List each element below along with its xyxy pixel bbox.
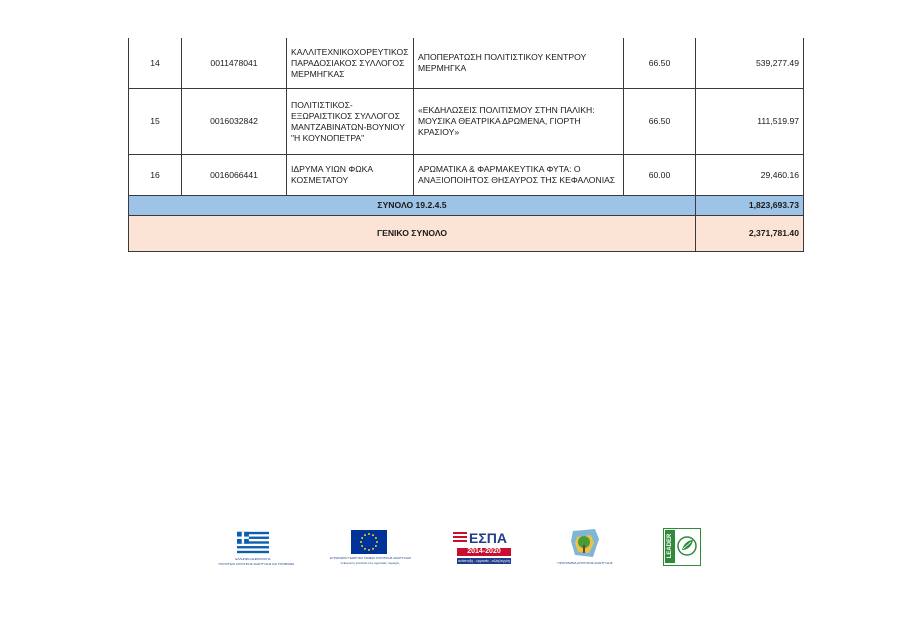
code-cell: 0016032842 — [182, 89, 287, 155]
code-cell: 0011478041 — [182, 38, 287, 89]
eu-flag-icon — [351, 530, 387, 554]
table-row — [129, 38, 804, 89]
subtotal-label: ΣΥΝΟΛΟ 19.2.4.5 — [129, 196, 696, 216]
espa-title: ΕΣΠΑ — [469, 530, 507, 546]
grand-total-label: ΓΕΝΙΚΟ ΣΥΝΟΛΟ — [129, 216, 696, 252]
espa-logo — [453, 530, 513, 568]
amount-cell: 29,460.16 — [696, 155, 804, 196]
beneficiary-cell: ΠΟΛΙΤΙΣΤΙΚΟΣ-ΕΞΩΡΑΙΣΤΙΚΟΣ ΣΥΛΛΟΓΟΣ ΜΑΝΤΖΑΒΙΝΑΤΩΝ-ΒΟΥΝΙΟΥ "Η ΚΟΥΝΟΠΕΤΡΑ" — [287, 89, 414, 155]
score-cell: 60.00 — [624, 155, 696, 196]
eafrd-caption-2: Η Ευρώπη επενδύει στις αγροτικές περιοχές — [340, 561, 400, 565]
rural-development-program-icon — [569, 527, 601, 560]
leader-text: LEADER — [667, 533, 673, 559]
table-row — [129, 155, 804, 196]
project-title-cell: ΑΠΟΠΕΡΑΤΩΣΗ ΠΟΛΙΤΙΣΤΙΚΟΥ ΚΕΝΤΡΟΥ ΜΕΡΜΗΓΚΑ — [414, 38, 624, 89]
row-number-cell: 14 — [129, 38, 182, 89]
eu-eafrd-logo — [330, 530, 410, 570]
beneficiaries-table — [128, 38, 804, 252]
rural-program-caption: ΠΡΟΓΡΑΜΜΑ ΑΓΡΟΤΙΚΗΣ ΑΝΑΠΤΥΞΗΣ — [557, 561, 613, 565]
greek-flag-icon — [237, 530, 269, 555]
ministry-caption-1: ΕΛΛΗΝΙΚΗ ΔΗΜΟΚΡΑΤΙΑ — [235, 557, 271, 561]
amount-cell: 111,519.97 — [696, 89, 804, 155]
espa-tagline: ανάπτυξη - εργασία - αλληλεγγύη — [458, 559, 510, 563]
grand-total-row — [129, 216, 804, 252]
score-cell: 66.50 — [624, 38, 696, 89]
leader-logo-icon — [677, 535, 697, 557]
rural-development-program-logo — [557, 527, 613, 569]
greek-ministry-logo — [218, 530, 295, 570]
score-cell: 66.50 — [624, 89, 696, 155]
project-title-cell: ΑΡΩΜΑΤΙΚΑ & ΦΑΡΜΑΚΕΥΤΙΚΑ ΦΥΤΑ: Ο ΑΝΑΞΙΟΠΟΙΗΤΟΣ ΘΗΣΑΥΡΟΣ ΤΗΣ ΚΕΦΑΛΟΝΙΑΣ — [414, 155, 624, 196]
project-title-cell: «ΕΚΔΗΛΩΣΕΙΣ ΠΟΛΙΤΙΣΜΟΥ ΣΤΗΝ ΠΑΛΙΚΗ: ΜΟΥΣΙΚΑ ΘΕΑΤΡΙΚΑ ΔΡΩΜΕΝΑ, ΓΙΟΡΤΗ ΚΡΑΣΙΟΥ» — [414, 89, 624, 155]
grand-total-amount: 2,371,781.40 — [696, 216, 804, 252]
row-number-cell: 15 — [129, 89, 182, 155]
espa-logo-icon — [453, 532, 467, 544]
espa-years: 2014-2020 — [457, 548, 511, 556]
table-row — [129, 89, 804, 155]
ministry-caption-2: ΥΠΟΥΡΓΕΙΟ ΑΓΡΟΤΙΚΗΣ ΑΝΑΠΤΥΞΗΣ ΚΑΙ ΤΡΟΦΙΜΩΝ — [218, 562, 295, 566]
code-cell: 0016066441 — [182, 155, 287, 196]
row-number-cell: 16 — [129, 155, 182, 196]
beneficiary-cell: ΚΑΛΛΙΤΕΧΝΙΚΟΧΟΡΕΥΤΙΚΟΣ ΠΑΡΑΔΟΣΙΑΚΟΣ ΣΥΛΛΟΓΟΣ ΜΕΡΜΗΓΚΑΣ — [287, 38, 414, 89]
leader-logo — [663, 528, 701, 566]
eafrd-caption-1: ΕΥΡΩΠΑΪΚΟ ΓΕΩΡΓΙΚΟ ΤΑΜΕΙΟ ΑΓΡΟΤΙΚΗΣ ΑΝΑΠΤΥΞΗΣ — [330, 556, 412, 560]
beneficiary-cell: ΙΔΡΥΜΑ ΥΙΩΝ ΦΩΚΑ ΚΟΣΜΕΤΑΤΟΥ — [287, 155, 414, 196]
subtotal-row — [129, 196, 804, 216]
amount-cell: 539,277.49 — [696, 38, 804, 89]
subtotal-amount: 1,823,693.73 — [696, 196, 804, 216]
